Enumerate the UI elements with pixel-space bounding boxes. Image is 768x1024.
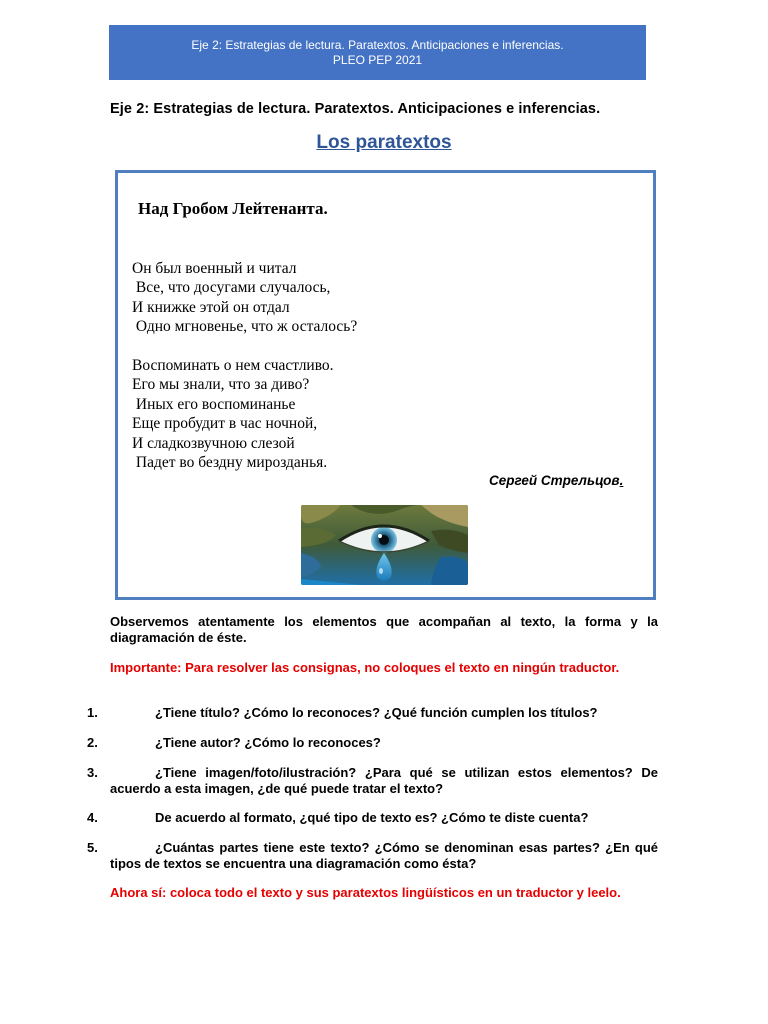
poem-stanza-2 <box>132 356 334 472</box>
poem-author-dot: . <box>619 473 624 488</box>
question-text: ¿Tiene título? ¿Cómo lo reconoces? ¿Qué función cumplen los títulos? <box>155 705 598 720</box>
poem-line: И книжке этой он отдал <box>132 298 290 316</box>
poem-line: Падет во бездну мирозданья. <box>132 454 328 472</box>
poem-line: И сладкозвучною слезой <box>132 434 295 452</box>
important-note: Importante: Para resolver las consignas, no coloques el texto en ningún traductor. <box>110 660 620 675</box>
poem-line: Воспоминать о нем счастливо. <box>132 357 334 374</box>
header-banner <box>109 25 646 80</box>
poem-author <box>489 473 623 488</box>
header-line-2: PLEO PEP 2021 <box>332 52 423 67</box>
question-number: 4. <box>87 810 98 825</box>
eye-tear-illustration <box>301 505 468 585</box>
poem-figure <box>115 170 656 600</box>
poem-line: Его мы знали, что за диво? <box>132 376 310 394</box>
question-text: ¿Tiene imagen/foto/ilustración? ¿Para qué se utilizan estos elementos? De acuerdo a esta imagen, ¿de qué puede tratar el texto? <box>110 765 658 796</box>
poem-line: Все, что досугами случалось, <box>132 279 331 297</box>
question-item <box>87 705 658 721</box>
closing-instruction: Ahora sí: coloca todo el texto y sus paratextos lingüísticos en un traductor y leelo. <box>110 885 621 900</box>
question-item <box>87 735 658 751</box>
question-number: 5. <box>87 840 98 855</box>
header-line-1: Eje 2: Estrategias de lectura. Paratextos. Anticipaciones e inferencias. <box>191 37 564 52</box>
page-title: Los paratextos <box>316 132 452 153</box>
question-text: ¿Tiene autor? ¿Cómo lo reconoces? <box>155 735 381 750</box>
question-number: 1. <box>87 705 98 720</box>
poem-line: Иных его воспоминанье <box>132 395 296 413</box>
question-item <box>87 840 658 872</box>
poem-title: Над Гробом Лейтенанта. <box>138 199 328 218</box>
document-heading: Eje 2: Estrategias de lectura. Paratextos. Anticipaciones e inferencias. <box>110 101 601 117</box>
intro-paragraph: Observemos atentamente los elementos que acompañan al texto, la forma y la diagramación de éste. <box>110 614 658 645</box>
poem-line: Одно мгновенье, что ж осталось? <box>132 318 358 336</box>
poem-line: Еще пробудит в час ночной, <box>132 415 318 433</box>
crying-eye-camouflage-image <box>301 505 468 585</box>
question-item <box>87 765 658 797</box>
question-number: 2. <box>87 735 98 750</box>
poem-stanza-1 <box>132 259 357 337</box>
question-text: De acuerdo al formato, ¿qué tipo de texto es? ¿Cómo te diste cuenta? <box>155 810 589 825</box>
question-text: ¿Cuántas partes tiene este texto? ¿Cómo se denominan esas partes? ¿En qué tipos de textos se encuentra una diagramación como ésta? <box>110 840 658 871</box>
poem-line: Он был военный и читал <box>132 260 297 277</box>
poem-author-name: Сергей Стрельцов <box>489 473 620 488</box>
question-item <box>87 810 658 826</box>
question-number: 3. <box>87 765 98 780</box>
